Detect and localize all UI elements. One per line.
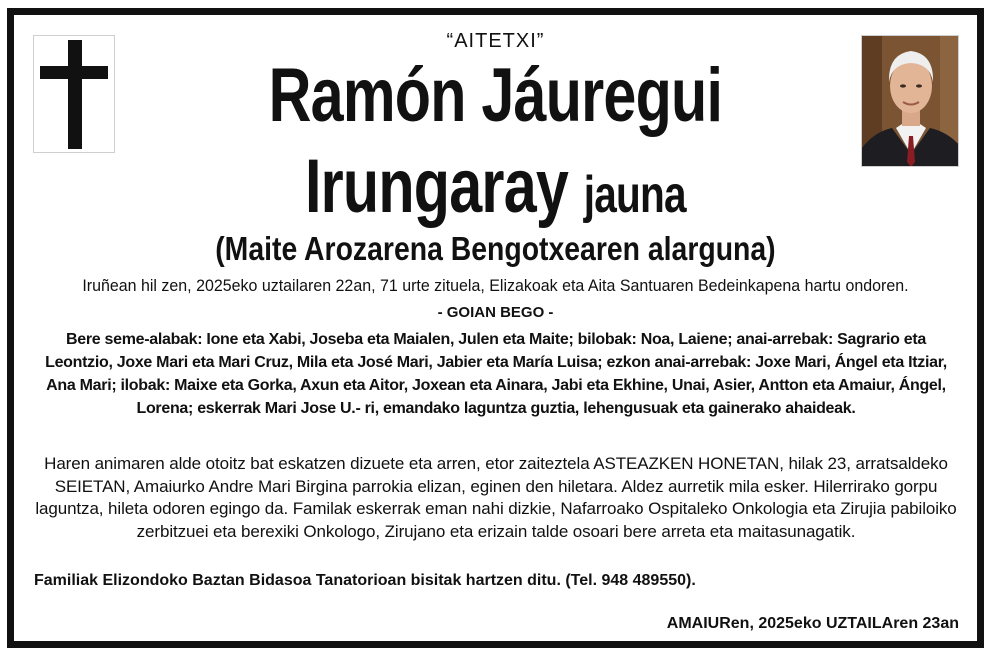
visits-info: Familiak Elizondoko Baztan Bidasoa Tanatorioan bisitak hartzen ditu. (Tel. 948 489550). (34, 572, 696, 589)
deceased-name-line2 (109, 143, 882, 230)
goian-bego: - GOIAN BEGO - (437, 304, 554, 321)
deceased-name-line1: Ramón Jáuregui (268, 53, 723, 138)
family-list: Bere seme-alabak: Ione eta Xabi, Joseba eta Maialen, Julen eta Maite; bilobak: Noa, Laiene; anai-arrebak: Sagrario eta Leontzio, Joxe Mari eta Mari Cruz, Mila eta José Mari, Jabier eta María Luisa; ezkon anai-arrebak: Joxe Mari, Ángel eta Itziar, Ana Mari; ilobak: Maixe eta Gorka, Axun eta Aitor, Joxean eta Ainara, Jabi eta Ekhine, Unai, Asier, Antton eta Amaiur, Ángel, Lorena; eskerrak Mari Jose U.- ri, emandako laguntza guztia, lehengusuak eta gainerako ahaideak. (45, 331, 947, 417)
deceased-surname: Irungaray (304, 144, 569, 229)
nickname: “AITETXI” (446, 30, 545, 52)
death-info: Iruñean hil zen, 2025eko uztailaren 22an, 71 urte zituela, Elizakoak eta Aita Santuaren Bedeinkapena hartu ondoren. (82, 276, 909, 295)
honorific: jauna (583, 166, 686, 224)
spouse-line: (Maite Arozarena Bengotxearen alarguna) (215, 230, 776, 267)
funeral-request: Haren animaren alde otoitz bat eskatzen dizuete eta arren, etor zaiteztela ASTEAZKEN HONETAN, hilak 23, arratsaldeko SEIETAN, Amaiurko Andre Mari Birgina parrokia elizan, eginen den hiletara. Aldez aurretik mila esker. Hilerrirako gorpu laguntza, hileta odoren egingo da. Familak eskerrak eman nahi dizkie, Nafarroako Ospitaleko Onkologia eta Zirujia pabiloiko zerbitzuei eta berexiki Onkologo, Zirujano eta erizain talde osoari bere arreta eta maitasunagatik. (35, 454, 957, 541)
place-date: AMAIURen, 2025eko UZTAILAren 23an (666, 615, 959, 632)
